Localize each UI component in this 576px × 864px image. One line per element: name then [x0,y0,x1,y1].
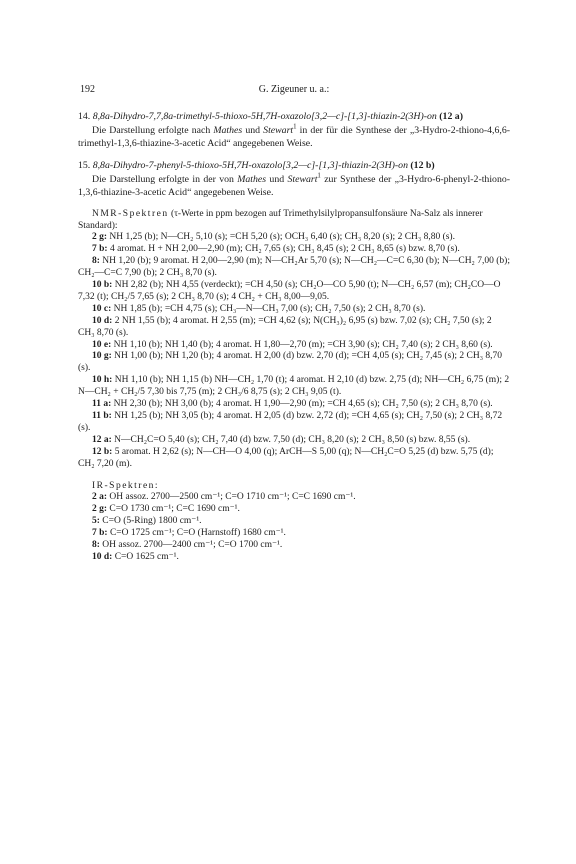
ir-section [78,481,510,564]
nmr-entry: 10 h: NH 1,10 (b); NH 1,15 (b) NH—CH₂ 1,70 (t); 4 aromat. H 2,10 (d) bzw. 2,75 (d); NH—CH₂ 6,75 (m); 2 N—CH₂ + CH₂/5 7,30 bis 7,75 (m); 2 CH₃/6 8,75 (s); 2 CH₃ 9,05 (t). [78,375,510,398]
compound-label: 10 h: [92,375,113,386]
compound-label: 8: [92,256,100,267]
entry-14-compound-name: 8,8a-Dihydro-7,7,8a-trimethyl-5-thioxo-5H,7H-oxazolo[3,2—c]-[1,3]-thiazin-2(3H)-on [92,111,437,122]
compound-label: 5: [92,516,100,527]
compound-label: 2 a: [92,492,108,503]
ir-entry: 2 g: C=O 1730 cm⁻¹; C=C 1690 cm⁻¹. [92,504,240,515]
nmr-entry: 10 c: NH 1,85 (b); =CH 4,75 (s); CH₃—N—CH₃ 7,00 (s); CH₂ 7,50 (s); 2 CH₃ 8,70 (s). [92,303,426,314]
footnote-ref: 1 [317,172,321,180]
nmr-entry: 7 b: 4 aromat. H + NH 2,00—2,90 (m); CH₂ 7,65 (s); CH₃ 8,45 (s); 2 CH₃ 8,65 (s) bzw. 8,70 (s). [92,244,460,255]
compound-label: 2 g: [92,504,108,515]
page-number: 192 [80,84,95,95]
ir-heading: IR-Spektren: [92,480,160,491]
nmr-heading-line [78,209,510,233]
entry-14-text: Die Darstellung erfolgte nach Mathes und Stewart$^1$ in der für die Synthese der „3-Hydro-2-thiono-4,6,6-trimethyl-1,3,6-thiazine-3-acetic Acid“ angegebenen Weise. [78,123,511,149]
entry-14-code: (12 a) [439,111,463,122]
ir-entry: 7 b: C=O 1725 cm⁻¹; C=O (Harnstoff) 1680 cm⁻¹. [92,528,286,539]
nmr-entry: 11 b: NH 1,25 (b); NH 3,05 (b); 4 aromat. H 2,05 (d) bzw. 2,72 (d); =CH 4,65 (s); CH₂ 7,50 (s); 2 CH₃ 8,72 (s). [78,411,503,433]
entry-15-text: Die Darstellung erfolgte in der von Mathes und Stewart$^1$ zur Synthese der „3-Hydro-6-phenyl-2-thiono-1,3,6-thiazine-3-acetic Acid“ angegebenen Weise. [78,172,511,198]
entry-14-title [78,111,510,124]
compound-label: 11 b: [92,411,112,421]
compound-label: 8: [92,540,100,551]
compound-label: 7 b: [92,528,108,539]
author-stewart: Stewart [287,173,318,185]
ir-entry: 10 d: C=O 1625 cm⁻¹. [92,551,179,562]
nmr-entry: 10 d: 2 NH 1,55 (b); 4 aromat. H 2,55 (m); =CH 4,62 (s); N(CH₃)₂ 6,95 (s) bzw. 7,02 (s); CH₂ 7,50 (s); 2 CH₃ 8,70 (s). [78,315,492,338]
entry-15-title [78,160,510,173]
author-stewart: Stewart [263,124,294,136]
compound-label: 10 e: [92,339,112,350]
nmr-entry: 11 a: NH 2,30 (b); NH 3,00 (b); 4 aromat. H 1,90—2,90 (m); =CH 4,65 (s); CH₂ 7,50 (s); 2 CH₃ 8,70 (s). [92,399,493,410]
nmr-section [78,209,510,471]
nmr-entry: 12 b: 5 aromat. H 2,62 (s); N—CH—O 4,00 (q); ArCH—S 5,00 (q); N—CH₂C=O 5,25 (d) bzw. 5,75 (d); CH₂ 7,20 (m). [78,446,494,469]
compound-label: 12 a: [92,434,112,445]
entry-15-compound-name: 8,8a-Dihydro-7-phenyl-5-thioxo-5H,7H-oxazolo[3,2—c]-[1,3]-thiazin-2(3H)-on [92,159,408,171]
ir-entry: 2 a: OH assoz. 2700—2500 cm⁻¹; C=O 1710 cm⁻¹; C=C 1690 cm⁻¹. [92,492,356,503]
entry-14 [78,111,510,150]
running-head: G. Zigeuner u. a.: [258,84,330,95]
compound-label: 11 a: [92,399,112,410]
nmr-heading: NMR-Spektren [92,208,169,219]
author-mathes: Mathes [237,173,267,185]
compound-label: 2 g: [92,232,108,243]
compound-label: 7 b: [92,244,108,255]
entry-15-code: (12 b) [410,159,435,171]
compound-label: 10 g: [92,351,112,362]
nmr-entry: 10 g: NH 1,00 (b); NH 1,20 (b); 4 aromat. H 2,00 (d) bzw. 2,70 (d); =CH 4,05 (s); CH₂ 7,45 (s); 2 CH₃ 8,70 (s). [78,351,503,374]
compound-label: 10 d: [92,315,113,326]
nmr-entry: 2 g: NH 1,25 (b); N—CH₂ 5,10 (s); =CH 5,20 (s); OCH₃ 6,40 (s); CH₃ 8,20 (s); 2 CH₃ 8,80 (s). [92,232,455,243]
nmr-entry: 10 b: NH 2,82 (b); NH 4,55 (verdeckt); =CH 4,50 (s); CH₂O—CO 5,90 (t); N—CH₂ 6,57 (m); CH₂CO—O 7,32 (t); CH₂/5 7,65 (s); 2 CH₃ 8,70 (s); 4 CH₂ + CH₃ 8,00—9,05. [78,280,501,302]
compound-label: 12 b: [92,446,113,457]
page [78,84,510,564]
footnote-ref: 1 [293,123,297,131]
compound-label: 10 b: [92,280,113,291]
entry-14-number: 14. [78,111,91,122]
author-mathes: Mathes [213,124,243,136]
entry-15-number: 15. [78,159,91,171]
ir-entry: 8: OH assoz. 2700—2400 cm⁻¹; C=O 1700 cm⁻¹. [92,540,283,551]
nmr-entry: 8: NH 1,20 (b); 9 aromat. H 2,00—2,90 (m); N—CH₂Ar 5,70 (s); N—CH₂—C=C 6,30 (b); N—CH₂ 7,00 (b); CH₂—C=C 7,90 (b); 2 CH₃ 8,70 (s). [78,256,510,279]
nmr-entry: 10 e: NH 1,10 (b); NH 1,40 (b); 4 aromat. H 1,80—2,70 (m); =CH 3,90 (s); CH₂ 7,40 (s); 2 CH₃ 8,60 (s). [92,339,493,350]
compound-label: 10 c: [92,303,112,314]
nmr-entry: 12 a: N—CH₂C=O 5,40 (s); CH₂ 7,40 (d) bzw. 7,50 (d); CH₃ 8,20 (s); 2 CH₃ 8,50 (s) bzw. 8,55 (s). [92,434,471,445]
ir-entry: 5: C=O (5-Ring) 1800 cm⁻¹. [92,516,202,527]
compound-label: 10 d: [92,551,113,562]
entry-15 [78,160,510,199]
nmr-intro: (τ-Werte in ppm bezogen auf Trimethylsilylpropansulfonsäure Na-Salz als innerer Standard): [78,208,483,231]
page-header [78,84,510,98]
